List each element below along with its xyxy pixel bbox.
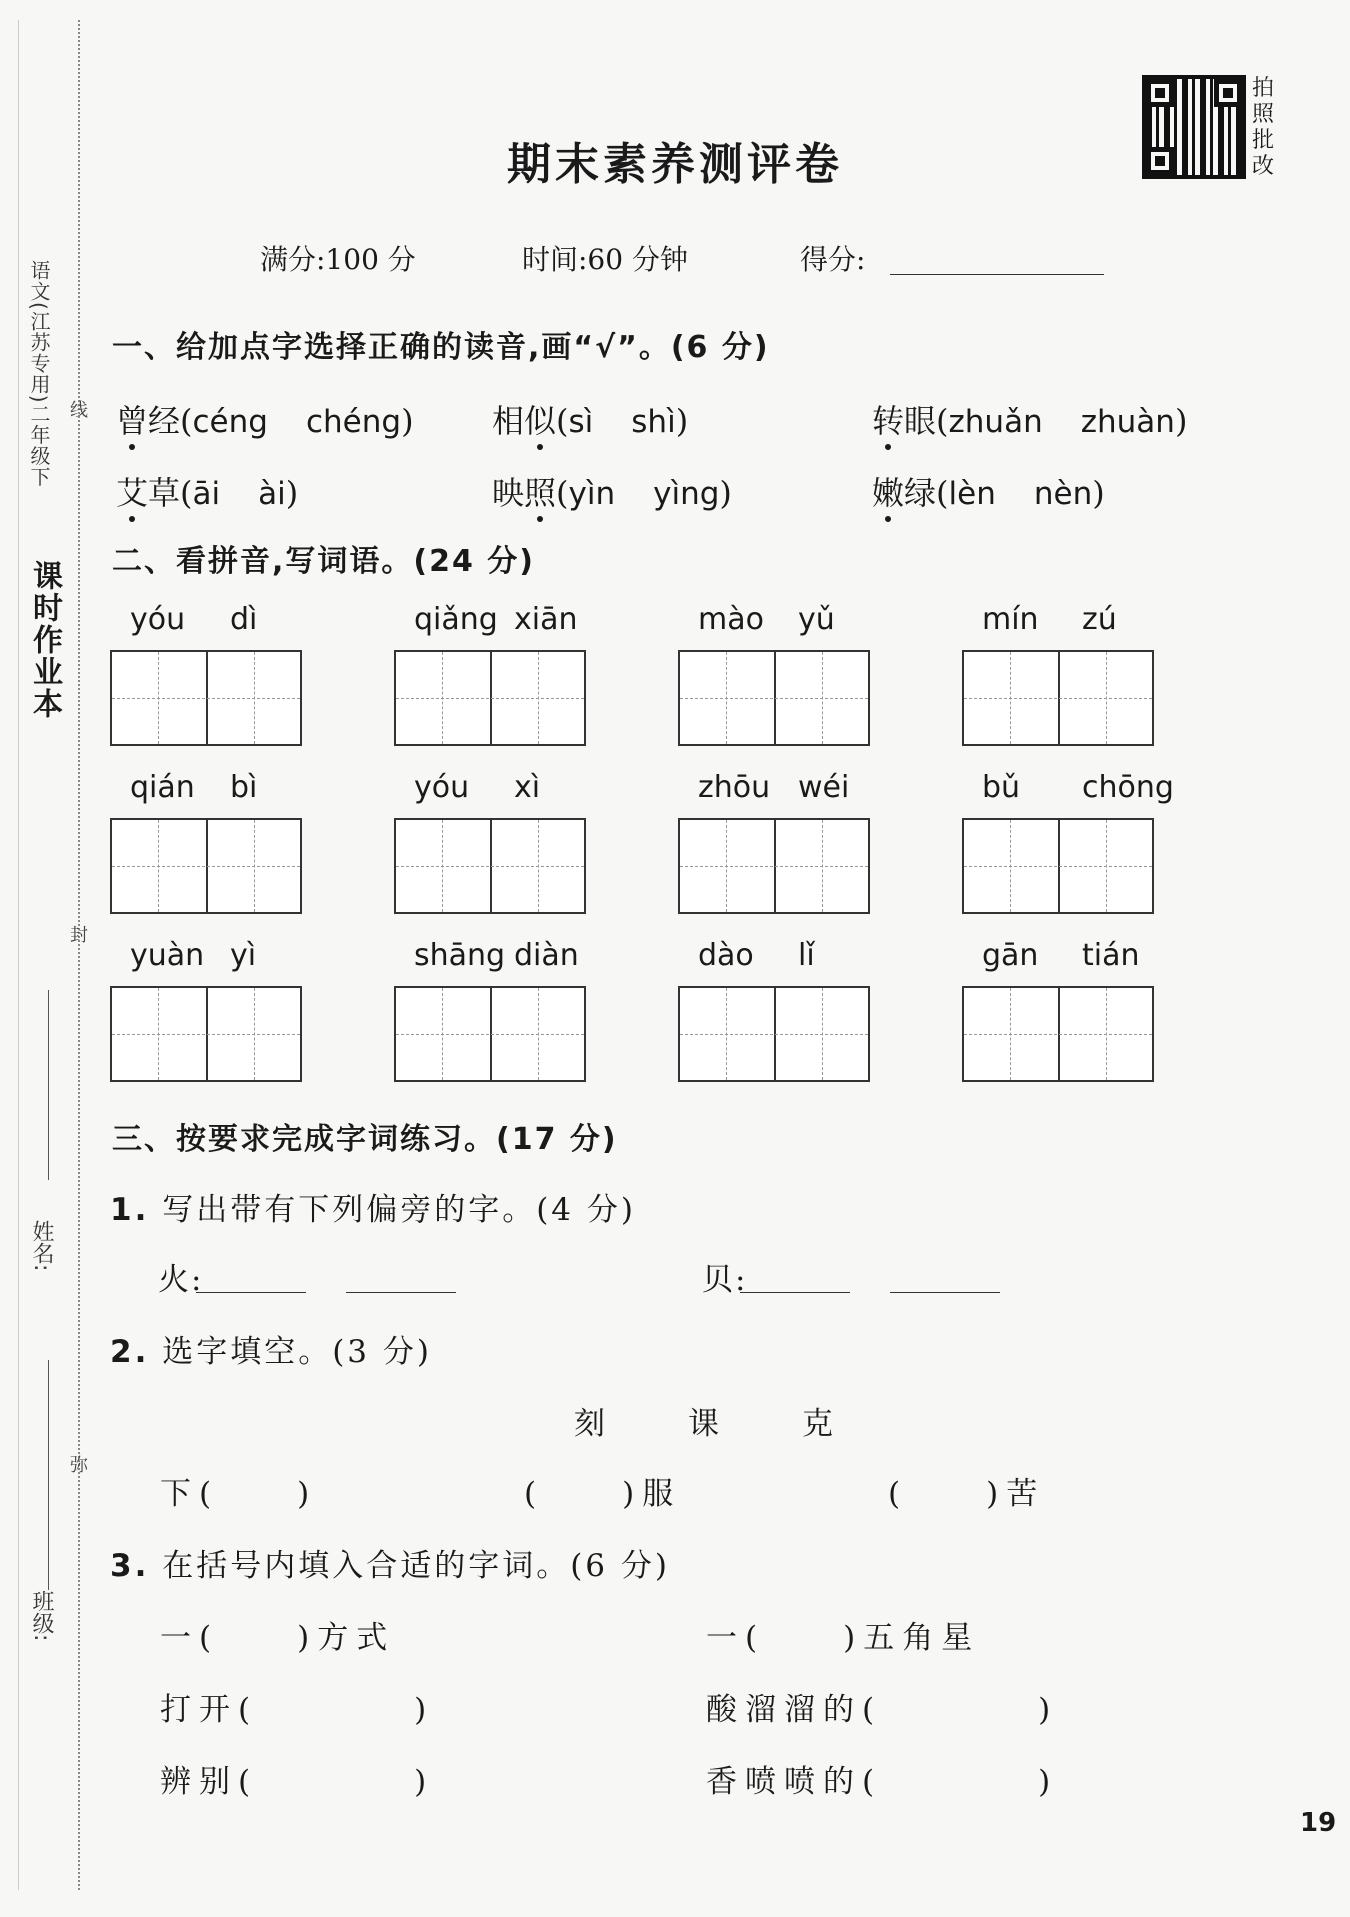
section1-title: 一、给加点字选择正确的读音,画“√”。(6 分) — [112, 330, 770, 365]
pinyin-option-1[interactable]: lèn — [948, 476, 996, 512]
pinyin-option-1[interactable]: zhuǎn — [948, 404, 1043, 440]
pinyin-syllable-2: zú — [1082, 602, 1117, 637]
pinyin-syllable-2: tián — [1082, 938, 1140, 973]
q3-3-title: 3. 在括号内填入合适的字词。(6 分) — [110, 1548, 670, 1584]
writing-grid[interactable] — [394, 986, 586, 1082]
pinyin-syllable-2: chōng — [1082, 770, 1174, 805]
pinyin-syllable-2: xiān — [514, 602, 578, 637]
q3-1-title: 1. 写出带有下列偏旁的字。(4 分) — [110, 1192, 636, 1228]
writing-grid[interactable] — [110, 818, 302, 914]
pinyin-option-2[interactable]: nèn — [1033, 476, 1093, 512]
radical-shell: 贝: — [702, 1262, 748, 1298]
cut-mark-close: 弥 — [67, 1455, 88, 1473]
score-field[interactable] — [890, 274, 1104, 275]
writing-grid[interactable] — [678, 986, 870, 1082]
char-before: 相 — [492, 402, 525, 440]
pinyin-syllable-2: yǔ — [798, 602, 835, 637]
pinyin-syllable-1: zhōu — [698, 770, 771, 805]
name-field-line — [48, 990, 49, 1180]
exam-time: 时间:60 分钟 — [522, 243, 688, 276]
writing-grid[interactable] — [962, 650, 1154, 746]
pinyin-syllable-1: dào — [698, 938, 754, 973]
class-label: 班级: — [29, 1590, 54, 1642]
pinyin-syllable-2: yì — [230, 938, 257, 973]
pronunciation-item — [492, 396, 688, 442]
pinyin-option-2[interactable]: chéng — [305, 404, 402, 440]
q3-3-item-4[interactable]: 酸溜溜的( ) — [706, 1692, 1059, 1728]
radical-fire: 火: — [158, 1262, 204, 1298]
pinyin-option-2[interactable]: ài — [258, 476, 286, 512]
pinyin-syllable-1: mào — [698, 602, 764, 637]
pinyin-option-2[interactable]: zhuàn — [1080, 404, 1175, 440]
pronunciation-item — [872, 468, 1105, 514]
writing-grid[interactable] — [394, 650, 586, 746]
pinyin-option-2[interactable]: shì — [631, 404, 676, 440]
pinyin-syllable-1: yóu — [130, 602, 186, 637]
writing-grid[interactable] — [394, 818, 586, 914]
pinyin-syllable-1: yuàn — [130, 938, 205, 973]
pronunciation-item — [872, 396, 1187, 442]
pinyin-option-2[interactable]: yìng — [653, 476, 720, 512]
exam-title: 期末素养测评卷 — [507, 139, 843, 190]
dotted-char: 曾 — [116, 402, 149, 440]
score-label: 得分: — [800, 243, 866, 276]
choice-char-2: 课 — [688, 1406, 721, 1442]
pinyin-syllable-1: bǔ — [982, 770, 1021, 805]
close-paren: ) — [675, 402, 689, 440]
radical-fire-blank-1[interactable] — [196, 1292, 306, 1293]
q3-3-item-5[interactable]: 辨别( ) — [160, 1764, 435, 1800]
full-score: 满分:100 分 — [260, 243, 416, 276]
close-paren: ) — [1174, 402, 1188, 440]
q3-3-item-1[interactable]: 一( )方式 — [160, 1620, 396, 1656]
writing-grid[interactable] — [962, 986, 1154, 1082]
dotted-char: 转 — [872, 402, 905, 440]
writing-grid[interactable] — [110, 986, 302, 1082]
writing-grid[interactable] — [678, 650, 870, 746]
char-after: 眼( — [904, 402, 949, 440]
page-number: 19 — [1300, 1808, 1337, 1838]
fill-blank-2[interactable]: ( )服 — [524, 1476, 682, 1512]
book-title: 课时作业本 — [27, 560, 62, 720]
q3-2-title: 2. 选字填空。(3 分) — [110, 1334, 432, 1370]
cut-mark-line: 线 — [67, 400, 88, 418]
binding-dotted-line — [78, 20, 80, 1890]
section3-title: 三、按要求完成字词练习。(17 分) — [112, 1122, 618, 1157]
pinyin-syllable-2: dì — [230, 602, 258, 637]
pinyin-syllable-2: bì — [230, 770, 258, 805]
close-paren: ) — [719, 474, 732, 512]
close-paren: ) — [1092, 474, 1105, 512]
q3-3-item-3[interactable]: 打开( ) — [160, 1692, 435, 1728]
pinyin-option-1[interactable]: āi — [192, 476, 221, 512]
q3-3-item-6[interactable]: 香喷喷的( ) — [706, 1764, 1059, 1800]
pinyin-option-1[interactable]: sì — [568, 404, 594, 440]
char-after: ( — [556, 474, 569, 512]
char-after: 草( — [148, 474, 193, 512]
name-label: 姓名: — [29, 1220, 54, 1272]
pronunciation-item — [492, 468, 732, 514]
radical-shell-blank-1[interactable] — [740, 1292, 850, 1293]
dotted-char: 照 — [524, 474, 557, 512]
close-paren: ) — [285, 474, 299, 512]
dotted-char: 似 — [524, 402, 557, 440]
qr-code-icon — [1142, 75, 1246, 179]
page-edge — [18, 20, 19, 1890]
pinyin-syllable-1: gān — [982, 938, 1039, 973]
book-subtitle: 语文(江苏专用)二年级下 — [27, 260, 51, 488]
section2-title: 二、看拼音,写词语。(24 分) — [112, 544, 536, 579]
writing-grid[interactable] — [678, 818, 870, 914]
char-after: 经( — [148, 402, 193, 440]
fill-blank-1[interactable]: 下( ) — [160, 1476, 318, 1512]
radical-shell-blank-2[interactable] — [890, 1292, 1000, 1293]
pinyin-option-1[interactable]: yìn — [568, 476, 616, 512]
choice-char-3: 克 — [802, 1406, 835, 1442]
pinyin-syllable-1: shāng — [414, 938, 506, 973]
pinyin-syllable-2: diàn — [514, 938, 579, 973]
radical-fire-blank-2[interactable] — [346, 1292, 456, 1293]
writing-grid[interactable] — [962, 818, 1154, 914]
char-after: 绿( — [904, 474, 949, 512]
pinyin-syllable-2: lǐ — [798, 938, 815, 973]
qr-caption: 拍照批改 — [1252, 76, 1275, 179]
pronunciation-item — [116, 396, 414, 442]
pinyin-syllable-1: mín — [982, 602, 1039, 637]
pinyin-syllable-2: xì — [514, 770, 541, 805]
dotted-char: 嫩 — [872, 474, 905, 512]
fill-blank-3[interactable]: ( )苦 — [888, 1476, 1046, 1512]
pinyin-syllable-2: wéi — [798, 770, 850, 805]
close-paren: ) — [401, 402, 414, 440]
pinyin-syllable-1: yóu — [414, 770, 470, 805]
pinyin-syllable-1: qián — [130, 770, 195, 805]
char-after: ( — [556, 402, 569, 440]
dotted-char: 艾 — [116, 474, 149, 512]
char-before: 映 — [492, 474, 525, 512]
pronunciation-item — [116, 468, 298, 514]
writing-grid[interactable] — [110, 650, 302, 746]
q3-3-item-2[interactable]: 一( )五角星 — [706, 1620, 981, 1656]
class-field-line — [48, 1360, 49, 1590]
cut-mark-seal: 封 — [67, 925, 88, 943]
choice-char-1: 刻 — [574, 1406, 607, 1442]
pinyin-syllable-1: qiǎng — [414, 602, 498, 637]
pinyin-option-1[interactable]: céng — [192, 404, 268, 440]
